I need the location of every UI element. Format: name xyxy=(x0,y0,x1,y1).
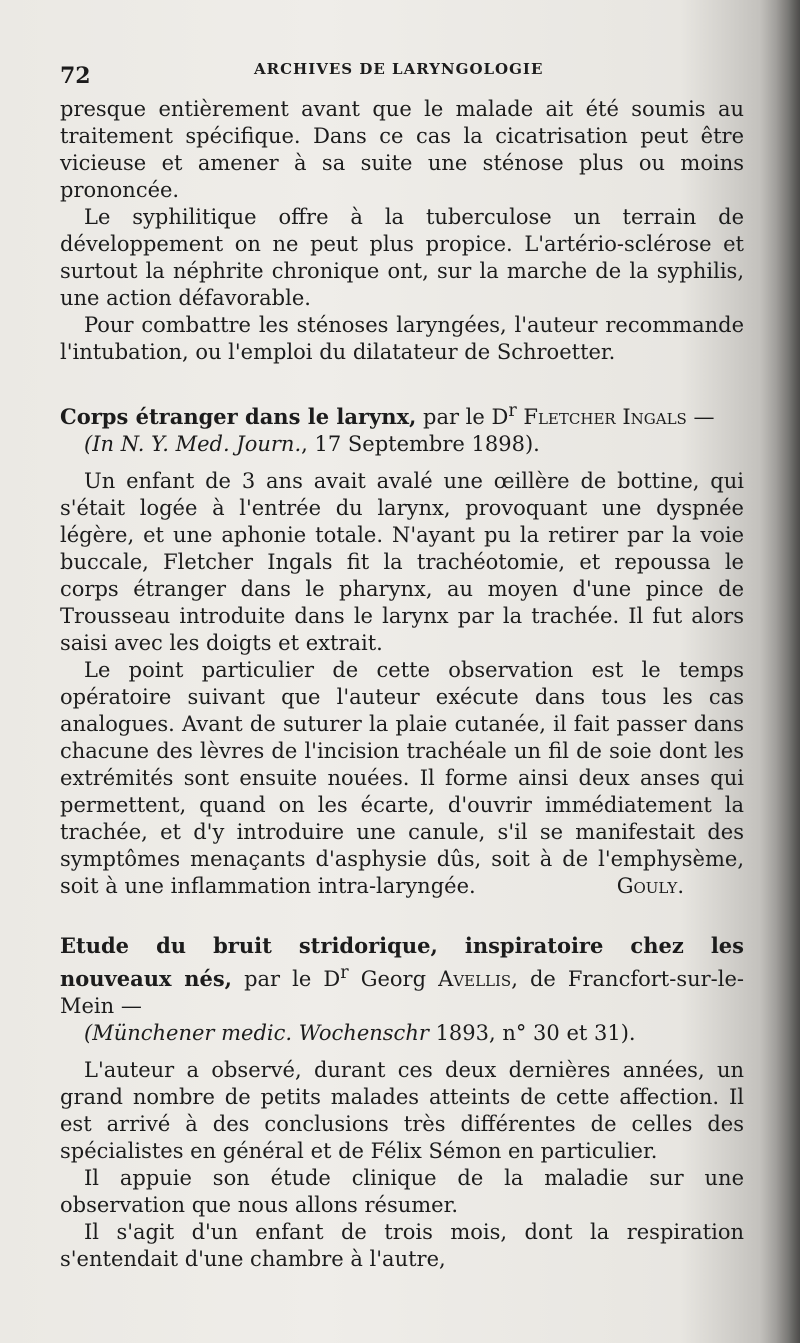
doctor-abbrev-sup: r xyxy=(340,963,349,983)
page-gutter-shadow xyxy=(760,0,800,1343)
source-journal: (In N. Y. Med. Journ. xyxy=(84,432,302,456)
source-journal: (Münchener medic. Wochenschr xyxy=(84,1021,429,1045)
source-issue: 1893, n° 30 et 31). xyxy=(428,1021,636,1045)
paragraph: Pour combattre les sténoses laryngées, l'auteur recommande l'intubation, ou l'emploi du dilatateur de Schroetter. xyxy=(60,313,744,364)
paragraph: Il appuie son étude clinique de la maladie sur une observation que nous allons résumer. xyxy=(60,1166,744,1217)
article-title: Corps étranger dans le larynx, xyxy=(60,404,417,429)
paragraph-text: Le point particulier de cette observation est le temps opératoire suivant que l'auteur exécute dans tous les cas analogues. Avant de suturer la plaie cutanée, il fait passer dans chacune des lèvres de l'incision trachéale un fil de soie dont les extrémités sont ensuite nouées. Il forme ainsi deux anses qui permettent, quand on les écarte, d'ouvrir immédiatement la trachée, et d'y introduire une canule, s'il se manifestait des symptômes menaçants d'asphysie dûs, soit à de l'emphysème, soit à une inflammation intra-laryngée. xyxy=(60,658,744,898)
heading-byline: par le D xyxy=(232,967,341,991)
article-source xyxy=(60,1020,744,1047)
running-title: ARCHIVES DE LARYNGOLOGIE xyxy=(254,60,544,78)
paragraph xyxy=(60,657,744,900)
paragraph: Un enfant de 3 ans avait avalé une œillère de bottine, qui s'était logée à l'entrée du larynx, provoquant une dyspnée légère, et une aphonie totale. N'ayant pu la retirer par la voie buccale, Fletcher Ingals fit la trachéotomie, et repoussa le corps étranger dans le pharynx, au moyen d'une pince de Trousseau introduite dans le larynx par la trachée. Il fut alors saisi avec les doigts et extrait. xyxy=(60,469,744,655)
signature: Gouly. xyxy=(616,874,684,898)
article-author: Avellis xyxy=(438,967,512,991)
paragraph: L'auteur a observé, durant ces deux dernières années, un grand nombre de petits malades atteints de cette affection. Il est arrivé à des conclusions très différentes de celles des spécialistes en général et de Félix Sémon en particulier. xyxy=(60,1058,744,1163)
paragraph: presque entièrement avant que le malade ait été soumis au traitement spécifique. Dans ce cas la cicatrisation peut être vicieuse et amener à sa suite une sténose plus ou moins prononcée. xyxy=(60,97,744,202)
paragraph: Il s'agit d'un enfant de trois mois, dont la respiration s'entendait d'une chambre à l'autre, xyxy=(60,1220,744,1271)
heading-dash: — xyxy=(686,405,715,429)
page-number: 72 xyxy=(60,63,91,89)
page-body xyxy=(60,96,744,1273)
paragraph: Le syphilitique offre à la tuberculose un terrain de développement on ne peut plus propice. L'artério-sclérose et surtout la néphrite chronique ont, sur la marche de la syphilis, une action défavorable. xyxy=(60,205,744,310)
article-heading xyxy=(60,398,744,431)
article-source xyxy=(60,431,744,458)
heading-byline: par le D xyxy=(416,405,509,429)
heading-place: , de Francfort-sur-le-Mein — xyxy=(60,967,744,1018)
source-date: , 17 Septembre 1898). xyxy=(301,432,540,456)
article-heading xyxy=(60,932,744,1020)
doctor-abbrev-sup: r xyxy=(508,401,517,421)
article-title: Etude du bruit stridorique, inspiratoire chez les nouveaux nés, xyxy=(60,933,744,991)
author-forename: Georg xyxy=(348,967,439,991)
article-author: Fletcher Ingals xyxy=(516,405,687,429)
